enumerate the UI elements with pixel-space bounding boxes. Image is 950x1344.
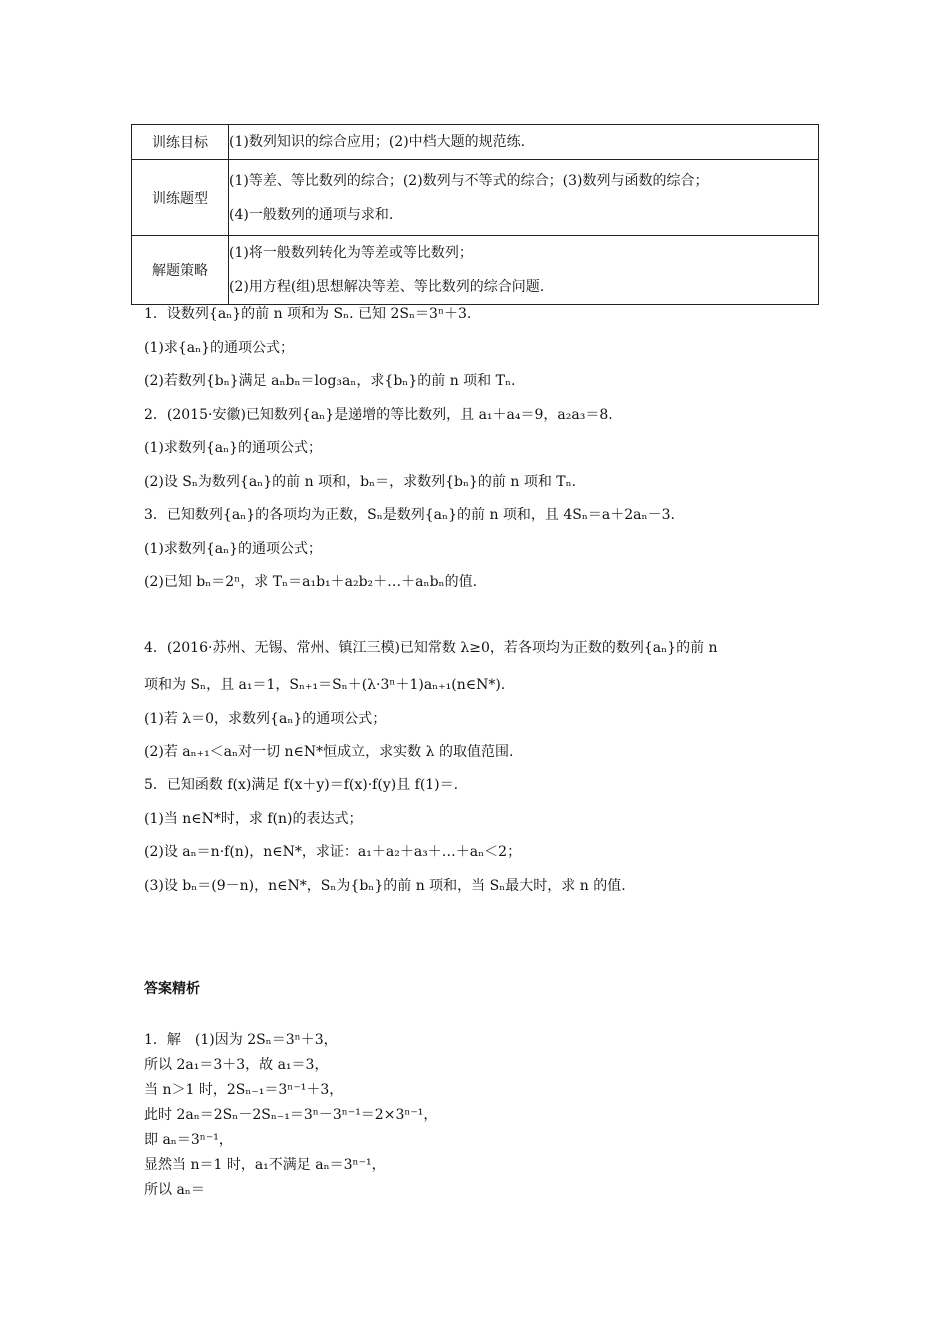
row-label: 训练目标 [132, 125, 229, 160]
table-row [132, 125, 819, 160]
problem-line: 项和为 Sₙ，且 a₁＝1，Sₙ₊₁＝Sₙ＋(λ·3ⁿ＋1)aₙ₊₁(n∈N*). [144, 677, 506, 693]
problem-line: (2)设 aₙ＝n·f(n)，n∈N*，求证：a₁＋a₂＋a₃＋…＋aₙ＜2； [144, 844, 522, 860]
training-goals-table [131, 124, 819, 305]
answer-line: 所以 aₙ＝ [144, 1182, 205, 1198]
problem-line: (2)已知 bₙ＝2ⁿ，求 Tₙ＝a₁b₁＋a₂b₂＋…＋aₙbₙ的值. [144, 574, 478, 590]
answer-line: 即 aₙ＝3ⁿ⁻¹， [144, 1132, 233, 1148]
answer-line: 此时 2aₙ＝2Sₙ－2Sₙ₋₁＝3ⁿ－3ⁿ⁻¹＝2×3ⁿ⁻¹， [144, 1107, 438, 1123]
row-content [229, 236, 819, 305]
table-row [132, 160, 819, 236]
row-line: (2)用方程(组)思想解决等差、等比数列的综合问题. [229, 279, 545, 295]
problem-line: (2)若数列{bₙ}满足 aₙbₙ＝log₃aₙ，求{bₙ}的前 n 项和 Tₙ. [144, 373, 516, 389]
problem-line: 2．(2015·安徽)已知数列{aₙ}是递增的等比数列，且 a₁＋a₄＝9，a₂a₃＝8. [144, 407, 613, 423]
problem-line: (2)设 Sₙ为数列{aₙ}的前 n 项和，bₙ＝，求数列{bₙ}的前 n 项和 Tₙ. [144, 474, 577, 490]
problem-line: (1)求{aₙ}的通项公式； [144, 340, 295, 356]
problem-line: 5．已知函数 f(x)满足 f(x＋y)＝f(x)·f(y)且 f(1)＝. [144, 777, 459, 793]
answer-heading: 答案精析 [144, 981, 200, 997]
problem-line: (3)设 bₙ＝(9－n)，n∈N*，Sₙ为{bₙ}的前 n 项和，当 Sₙ最大时，求 n 的值. [144, 878, 626, 894]
answer-line: 当 n＞1 时，2Sₙ₋₁＝3ⁿ⁻¹＋3， [144, 1082, 344, 1098]
problem-line: (1)当 n∈N*时，求 f(n)的表达式； [144, 811, 363, 827]
answer-line: 显然当 n＝1 时，a₁不满足 aₙ＝3ⁿ⁻¹， [144, 1157, 386, 1173]
row-line: (4)一般数列的通项与求和. [229, 206, 394, 223]
problem-line: (1)求数列{aₙ}的通项公式； [144, 440, 323, 456]
problem-line: 4．(2016·苏州、无锡、常州、镇江三模)已知常数 λ≥0，若各项均为正数的数列{aₙ}的前 n [144, 640, 718, 656]
problem-line: (1)求数列{aₙ}的通项公式； [144, 541, 323, 557]
row-content [229, 160, 819, 236]
row-label: 训练题型 [132, 160, 229, 236]
answer-line: 所以 2a₁＝3＋3，故 a₁＝3， [144, 1057, 329, 1073]
answer-line: 1．解 (1)因为 2Sₙ＝3ⁿ＋3， [144, 1032, 338, 1048]
row-label: 解题策略 [132, 236, 229, 305]
problem-line: 1．设数列{aₙ}的前 n 项和为 Sₙ. 已知 2Sₙ＝3ⁿ＋3. [144, 306, 472, 322]
row-content [229, 125, 819, 160]
problem-line: (2)若 aₙ₊₁＜aₙ对一切 n∈N*恒成立，求实数 λ 的取值范围. [144, 744, 514, 760]
row-line: (1)等差、等比数列的综合；(2)数列与不等式的综合；(3)数列与函数的综合； [229, 172, 709, 189]
row-line: (1)将一般数列转化为等差或等比数列； [229, 245, 473, 261]
table-row [132, 236, 819, 305]
row-line: (1)数列知识的综合应用；(2)中档大题的规范练. [229, 134, 526, 150]
problem-line: 3．已知数列{aₙ}的各项均为正数，Sₙ是数列{aₙ}的前 n 项和，且 4Sₙ＝a＋2aₙ－3. [144, 507, 675, 523]
problem-line: (1)若 λ＝0，求数列{aₙ}的通项公式； [144, 711, 387, 727]
